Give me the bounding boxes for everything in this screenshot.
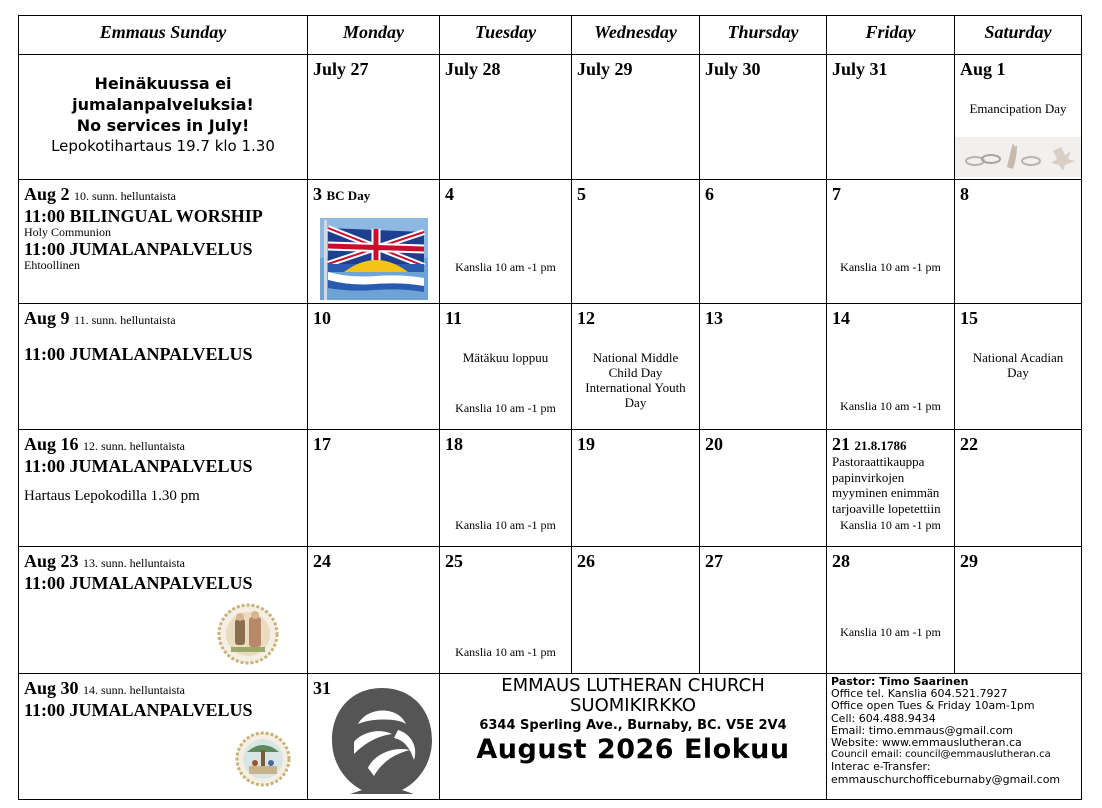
- worship-time: 11:00 JUMALANPALVELUS: [24, 456, 253, 476]
- worship-note: Holy Communion: [24, 225, 112, 239]
- day-number: 19: [577, 434, 595, 454]
- historic-note: [832, 454, 941, 516]
- office-phone: Office tel. Kanslia 604.521.7927: [831, 687, 1008, 701]
- sunday-date: Aug 30: [24, 678, 79, 698]
- interac-label: Interac e-Transfer:: [831, 760, 931, 774]
- day-number: Aug 1: [960, 59, 1006, 79]
- note-line: No services in July!: [76, 116, 250, 135]
- day-number: July 31: [832, 59, 888, 79]
- day-cell-aug28: [826, 546, 955, 674]
- day-cell-july27: [307, 54, 440, 180]
- day-cell-aug31: [307, 673, 440, 800]
- day-number: 10: [313, 308, 331, 328]
- day-cell-aug15: [954, 303, 1082, 430]
- day-number: 4: [445, 184, 454, 204]
- day-number: 31: [313, 678, 331, 698]
- church-name: EMMAUS LUTHERAN CHURCH: [501, 675, 765, 696]
- worship-time: 11:00 JUMALANPALVELUS: [24, 344, 253, 364]
- worship-time: 11:00 JUMALANPALVELUS: [24, 239, 253, 259]
- day-number-value: 3: [313, 184, 322, 204]
- day-cell-aug27: [699, 546, 827, 674]
- youth-day-label: [576, 350, 695, 410]
- emancipation-day-label: Emancipation Day: [969, 101, 1067, 116]
- day-cell-aug6: [699, 179, 827, 304]
- office-hours-label: Kanslia 10 am -1 pm: [455, 260, 556, 274]
- office-hours-label: Kanslia 10 am -1 pm: [455, 645, 556, 659]
- day-number: 6: [705, 184, 714, 204]
- day-number: [313, 184, 370, 205]
- day-cell-aug8: [954, 179, 1082, 304]
- header-thursday: Thursday: [699, 15, 827, 55]
- day-cell-july29: [571, 54, 700, 180]
- header-friday: Friday: [826, 15, 955, 55]
- sunday-subtitle: 11. sunn. helluntaista: [74, 313, 176, 327]
- sunday-cell-aug30: [18, 673, 308, 800]
- office-hours-label: Kanslia 10 am -1 pm: [840, 260, 941, 274]
- office-hours-label: Kanslia 10 am -1 pm: [840, 399, 941, 413]
- event-line: tarjoaville lopetettiin: [832, 500, 941, 516]
- sunday-cell-aug2: [18, 179, 308, 304]
- day-cell-aug20: [699, 429, 827, 547]
- cell-phone: Cell: 604.488.9434: [831, 711, 936, 725]
- day-number: July 29: [577, 59, 633, 79]
- day-number: 24: [313, 551, 331, 571]
- contact-info-block: [826, 673, 1082, 800]
- office-hours-label: Kanslia 10 am -1 pm: [840, 518, 941, 532]
- header-wednesday: Wednesday: [571, 15, 700, 55]
- day-cell-july30: [699, 54, 827, 180]
- header-tuesday: Tuesday: [439, 15, 572, 55]
- worship-time: 11:00 BILINGUAL WORSHIP: [24, 206, 263, 226]
- office-hours-label: Kanslia 10 am -1 pm: [455, 401, 556, 415]
- day-number: 11: [445, 308, 463, 328]
- day-number: 8: [960, 184, 969, 204]
- gospel-illustration-icon: [235, 728, 291, 790]
- website-link[interactable]: Website: www.emmauslutheran.ca: [831, 736, 1022, 750]
- day-cell-aug24: [307, 546, 440, 674]
- worship-time: 11:00 JUMALANPALVELUS: [24, 573, 253, 593]
- event-line: International Youth: [585, 380, 686, 395]
- event-line: myyminen enimmän: [832, 485, 940, 500]
- day-number: 20: [705, 434, 723, 454]
- event-line: Pastoraattikauppa: [832, 454, 925, 469]
- event-line: Day: [1007, 365, 1029, 380]
- day-number: [832, 434, 907, 455]
- day-number: 14: [832, 308, 850, 328]
- day-cell-july28: [439, 54, 572, 180]
- day-cell-aug19: [571, 429, 700, 547]
- day-cell-aug29: [954, 546, 1082, 674]
- sunday-subtitle: 10. sunn. helluntaista: [74, 189, 177, 203]
- day-number: 7: [832, 184, 841, 204]
- church-address: 6344 Sperling Ave., Burnaby, BC. V5E 2V4: [479, 718, 787, 733]
- day-number: 5: [577, 184, 586, 204]
- day-number-value: 21: [832, 434, 850, 454]
- note-line: jumalanpalveluksia!: [72, 95, 254, 114]
- day-cell-aug7: [826, 179, 955, 304]
- office-hours-label: Kanslia 10 am -1 pm: [455, 518, 556, 532]
- office-hours-label: Kanslia 10 am -1 pm: [840, 625, 941, 639]
- day-number: July 27: [313, 59, 369, 79]
- sunday-date: Aug 16: [24, 434, 79, 454]
- july-no-services-note: [18, 54, 308, 180]
- day-number: 15: [960, 308, 978, 328]
- matakuu-loppuu-label: Mätäkuu loppuu: [462, 350, 549, 365]
- calendar: [18, 15, 1082, 800]
- calendar-month-title: August 2026 Elokuu: [476, 734, 790, 765]
- day-cell-aug5: [571, 179, 700, 304]
- office-hours: Office open Tues & Friday 10am-1pm: [831, 699, 1035, 713]
- day-number: 25: [445, 551, 463, 571]
- day-cell-aug14: [826, 303, 955, 430]
- day-number: 22: [960, 434, 978, 454]
- day-number: 13: [705, 308, 723, 328]
- day-number: 28: [832, 551, 850, 571]
- day-cell-aug25: [439, 546, 572, 674]
- sunday-subtitle: 14. sunn. helluntaista: [83, 683, 186, 697]
- event-line: Child Day: [608, 365, 663, 380]
- day-cell-aug26: [571, 546, 700, 674]
- day-cell-july31: [826, 54, 955, 180]
- day-cell-aug13: [699, 303, 827, 430]
- sunday-cell-aug9: [18, 303, 308, 430]
- worship-note: Ehtoollinen: [24, 258, 80, 272]
- church-info-block: [439, 673, 827, 800]
- day-cell-aug17: [307, 429, 440, 547]
- pastor-name: Pastor: Timo Saarinen: [831, 675, 969, 688]
- header-monday: Monday: [307, 15, 440, 55]
- event-line: National Middle: [592, 350, 679, 365]
- header-saturday: Saturday: [954, 15, 1082, 55]
- council-email-link[interactable]: Council email: council@emmauslutheran.ca: [831, 749, 1051, 761]
- day-cell-aug22: [954, 429, 1082, 547]
- day-cell-aug1: [954, 54, 1082, 180]
- historic-date: 21.8.1786: [854, 438, 907, 453]
- sunday-subtitle: 12. sunn. helluntaista: [83, 439, 186, 453]
- bc-day-label: BC Day: [326, 188, 371, 203]
- sunday-subtitle: 13. sunn. helluntaista: [83, 556, 186, 570]
- day-cell-aug21: [826, 429, 955, 547]
- day-cell-aug4: [439, 179, 572, 304]
- note-line: Heinäkuussa ei: [94, 74, 232, 93]
- event-line: Day: [624, 395, 647, 410]
- day-number: July 30: [705, 59, 761, 79]
- devotion-note: Hartaus Lepokodilla 1.30 pm: [24, 488, 200, 504]
- sunday-cell-aug23: [18, 546, 308, 674]
- church-logo-icon: [328, 684, 436, 796]
- acadian-day-label: [959, 350, 1077, 380]
- note-line: Lepokotihartaus 19.7 klo 1.30: [51, 137, 275, 155]
- broken-chain-icon: [955, 137, 1081, 177]
- day-cell-aug11: [439, 303, 572, 430]
- sunday-date: Aug 2: [24, 184, 70, 204]
- church-subname: SUOMIKIRKKO: [569, 695, 697, 716]
- event-line: papinvirkojen: [832, 469, 905, 485]
- bc-flag-image: [320, 218, 428, 300]
- day-number: 27: [705, 551, 723, 571]
- day-number: July 28: [445, 59, 501, 79]
- day-cell-aug10: [307, 303, 440, 430]
- sunday-date: Aug 23: [24, 551, 79, 571]
- sunday-date: Aug 9: [24, 308, 70, 328]
- day-cell-aug3: [307, 179, 440, 304]
- day-number: 18: [445, 434, 463, 454]
- event-line: National Acadian: [972, 350, 1064, 365]
- header-sunday: Emmaus Sunday: [18, 15, 308, 55]
- day-number: 29: [960, 551, 978, 571]
- day-number: 12: [577, 308, 595, 328]
- email-link[interactable]: Email: timo.emmaus@gmail.com: [831, 723, 1014, 737]
- gospel-illustration-icon: [217, 603, 279, 665]
- sunday-cell-aug16: [18, 429, 308, 547]
- day-number: 17: [313, 434, 331, 454]
- worship-time: 11:00 JUMALANPALVELUS: [24, 700, 253, 720]
- day-cell-aug12: [571, 303, 700, 430]
- interac-email-link[interactable]: emmauschurchofficeburnaby@gmail.com: [831, 772, 1061, 786]
- day-number: 26: [577, 551, 595, 571]
- day-cell-aug18: [439, 429, 572, 547]
